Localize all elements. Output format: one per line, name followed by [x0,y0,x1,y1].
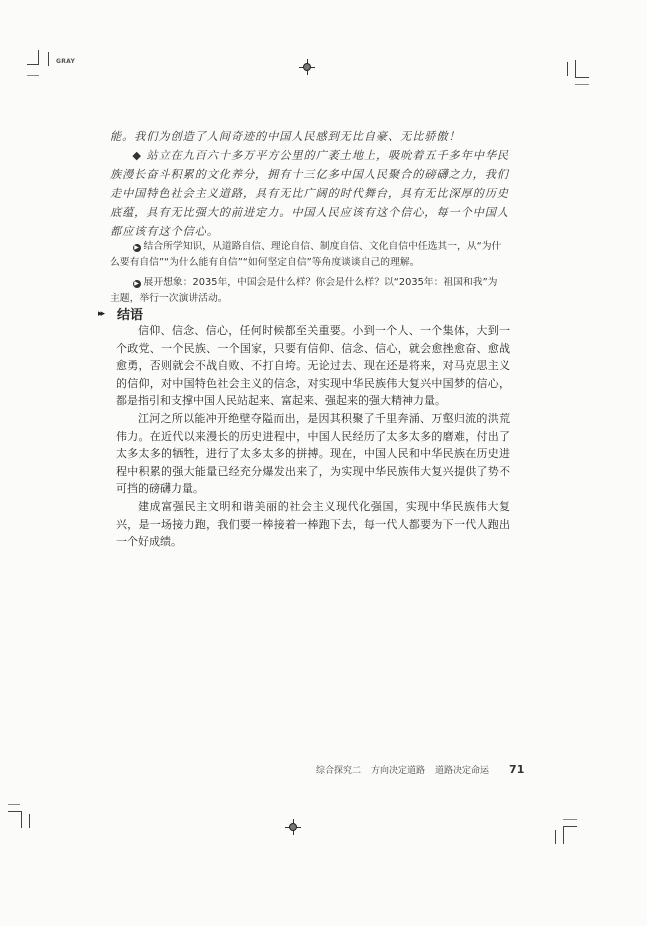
body-paragraph: 信仰、信念、信心，任何时候都至关重要。小到一个人、一个集体，大到一个政党、一个民族、一个国家，只要有信仰、信念、信心，就会愈挫愈奋、愈战愈勇，否则就会不战自败、不打自垮。无论过去、现在还是将来，对马克思主义的信仰，对中国特色社会主义的信念，对实现中华民族伟大复兴中国梦的信心，都是指引和支撑中国人民站起来、富起来、强起来的强大精神力量。 [116,324,510,408]
quote-block [110,127,510,241]
page-number: 71 [509,763,525,776]
task-item [110,239,504,271]
task-item [110,275,504,307]
gray-label: GRAY [56,58,76,65]
activity-tasks [110,239,504,311]
quote-intro-line: 能。我们为创造了人间奇迹的中国人民感到无比自豪、无比骄傲！ [110,130,461,143]
body-paragraph: 江河之所以能冲开绝壁夺隘而出，是因其积聚了千里奔涌、万壑归流的洪荒伟力。在近代以来漫长的历史进程中，中国人民经历了太多太多的磨难，付出了太多太多的牺牲，进行了太多太多的拼搏。现在，中国人民和中华民族在历史进程中积累的强大能量已经充分爆发出来了，为实现中华民族伟大复兴提供了势不可挡的磅礴力量。 [116,411,510,496]
quote-paragraph: ◆ 站立在九百六十多万平方公里的广袤土地上，吸吮着五千多年中华民族漫长奋斗积累的文化养分，拥有十三亿多中国人民聚合的磅礴之力，我们走中国特色社会主义道路，具有无比广阔的时代舞台，具有无比深厚的历史底蕴，具有无比强大的前进定力。中国人民应该有这个信心，每一个中国人都应该有这个信心。 [110,149,509,238]
section-body [116,322,510,551]
footer-unit: 综合探究二 [316,766,362,776]
section-heading [98,304,143,323]
task-text: 结合所学知识，从道路自信、理论自信、制度自信、文化自信中任选其一，从“为什么要有自信”“为什么能有自信”“如何坚定自信”等角度谈谈自己的理解。 [110,241,502,268]
page-footer [316,763,524,776]
registration-mark-top-icon [299,59,315,75]
registration-mark-bottom-icon [285,819,301,835]
section-title: 结语 [117,308,144,323]
footer-subtitle-1: 方向决定道路 [371,766,426,776]
play-bullet-icon: ▶ [134,244,139,251]
footer-subtitle-2: 道路决定命运 [435,766,490,776]
task-text: 展开想象：2035年，中国会是什么样？你会是什么样？以“2035年：祖国和我”为主题，举行一次演讲活动。 [110,277,498,304]
double-arrow-icon: ▸▸ [98,308,104,319]
body-paragraph: 建成富强民主文明和谐美丽的社会主义现代化强国，实现中华民族伟大复兴，是一场接力跑，我们要一棒接着一棒跑下去，每一代人都要为下一代人跑出一个好成绩。 [116,499,510,549]
play-bullet-icon: ▶ [134,280,139,287]
